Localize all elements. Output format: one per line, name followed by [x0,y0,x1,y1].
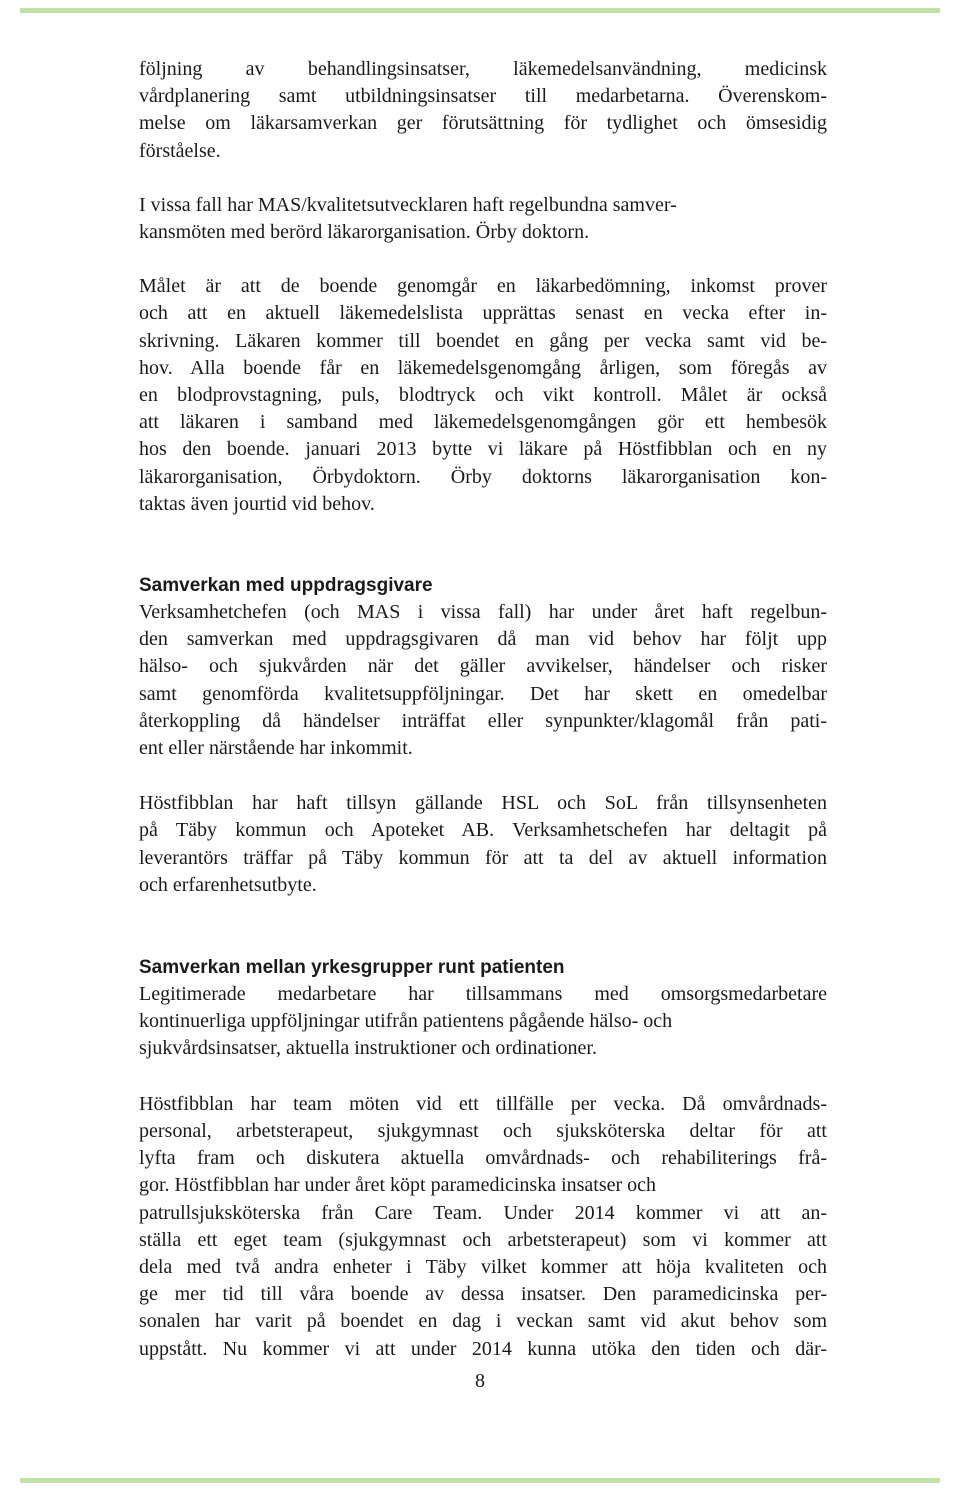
text-line: läkarorganisation, Örbydoktorn. Örby doktorns läkarorganisation kon- [139,465,827,488]
text-line: på Täby kommun och Apoteket AB. Verksamhetschefen har deltagit på [139,819,827,842]
text-line: och erfarenhetsutbyte. [139,873,317,896]
paragraph-spacer [139,762,827,790]
paragraph-spacer [139,1063,827,1091]
text-line: sjukvårdsinsatser, aktuella instruktioner och ordinationer. [139,1037,597,1060]
text-line: leverantörs träffar på Täby kommun för att ta del av aktuell information [139,846,827,869]
text-line: skrivning. Läkaren kommer till boendet en gång per vecka samt vid be- [139,329,827,352]
text-line: gor. Höstfibblan har under året köpt paramedicinska insatser och [139,1174,657,1197]
text-line: en blodprovstagning, puls, blodtryck och vikt kontroll. Målet är också [139,384,827,407]
text-line: ge mer tid till våra boende av dessa insatser. Den paramedicinska per- [139,1283,827,1306]
top-decorative-rule [20,8,940,13]
text-line: Höstfibblan har haft tillsyn gällande HSL och SoL från tillsynsenheten [139,792,827,815]
section-spacer [139,518,827,572]
text-line: hov. Alla boende får en läkemedelsgenomgång årligen, som föregås av [139,356,827,379]
text-line: hälso- och sjukvården när det gäller avvikelser, händelser och risker [139,655,827,678]
text-line: vårdplanering samt utbildningsinsatser till medarbetarna. Överenskom- [139,85,827,108]
paragraph-spacer [139,246,827,273]
paragraph [139,192,827,246]
document-body [139,56,827,1363]
text-line: hos den boende. januari 2013 bytte vi läkare på Höstfibblan och en ny [139,438,827,461]
text-line: ent eller närstående har inkommit. [139,737,413,760]
text-line: Höstfibblan har team möten vid ett tillfälle per vecka. Då omvårdnads- [139,1092,827,1115]
text-line: återkoppling då händelser inträffat eller synpunkter/klagomål från pati- [139,709,827,732]
text-line: dela med två andra enheter i Täby vilket kommer att höja kvaliteten och [139,1255,827,1278]
paragraph [139,981,827,1063]
text-line: samt genomförda kvalitetsuppföljningar. Det har skett en omedelbar [139,682,827,705]
text-line: att läkaren i samband med läkemedelsgenomgången gör ett hembesök [139,411,827,434]
text-line: den samverkan med uppdragsgivaren då man vid behov har följt upp [139,628,827,651]
page-number: 8 [475,1370,485,1392]
text-line: melse om läkarsamverkan ger förutsättning för tydlighet och ömsesidig [139,112,827,135]
text-line: Målet är att de boende genomgår en läkarbedömning, inkomst prover [139,275,827,298]
paragraph [139,56,827,165]
paragraph [139,1091,827,1363]
text-line: uppstått. Nu kommer vi att under 2014 kunna utöka den tiden och där- [139,1337,827,1360]
text-line: kansmöten med berörd läkarorganisation. Örby doktorn. [139,221,590,244]
text-line: och att en aktuell läkemedelslista upprättas senast en vecka efter in- [139,302,827,325]
text-line: sonalen har varit på boendet en dag i veckan samt vid akut behov som [139,1310,827,1333]
text-line: följning av behandlingsinsatser, läkemedelsanvändning, medicinsk [139,58,827,80]
section-heading: Samverkan mellan yrkesgrupper runt patienten [139,957,565,979]
text-line: lyfta fram och diskutera aktuella omvårdnads- och rehabiliterings frå- [139,1147,827,1170]
section-heading: Samverkan med uppdragsgivare [139,575,433,597]
bottom-decorative-rule [20,1478,940,1483]
text-line: personal, arbetsterapeut, sjukgymnast och sjuksköterska deltar för att [139,1119,827,1142]
text-line: taktas även jourtid vid behov. [139,492,375,515]
text-line: Legitimerade medarbetare har tillsammans med omsorgsmedarbetare [139,983,827,1006]
paragraph [139,790,827,899]
text-line: Verksamhetchefen (och MAS i vissa fall) har under året haft regelbun- [139,601,827,624]
paragraph-spacer [139,165,827,192]
section-spacer [139,899,827,954]
text-line: I vissa fall har MAS/kvalitetsutvecklaren haft regelbundna samver- [139,193,677,216]
text-line: kontinuerliga uppföljningar utifrån patientens pågående hälso- och [139,1010,673,1033]
paragraph [139,273,827,518]
paragraph [139,599,827,762]
text-line: patrullsjuksköterska från Care Team. Under 2014 kommer vi att an- [139,1201,827,1224]
text-line: förståelse. [139,139,221,162]
text-line: ställa ett eget team (sjukgymnast och arbetsterapeut) som vi kommer att [139,1228,827,1251]
